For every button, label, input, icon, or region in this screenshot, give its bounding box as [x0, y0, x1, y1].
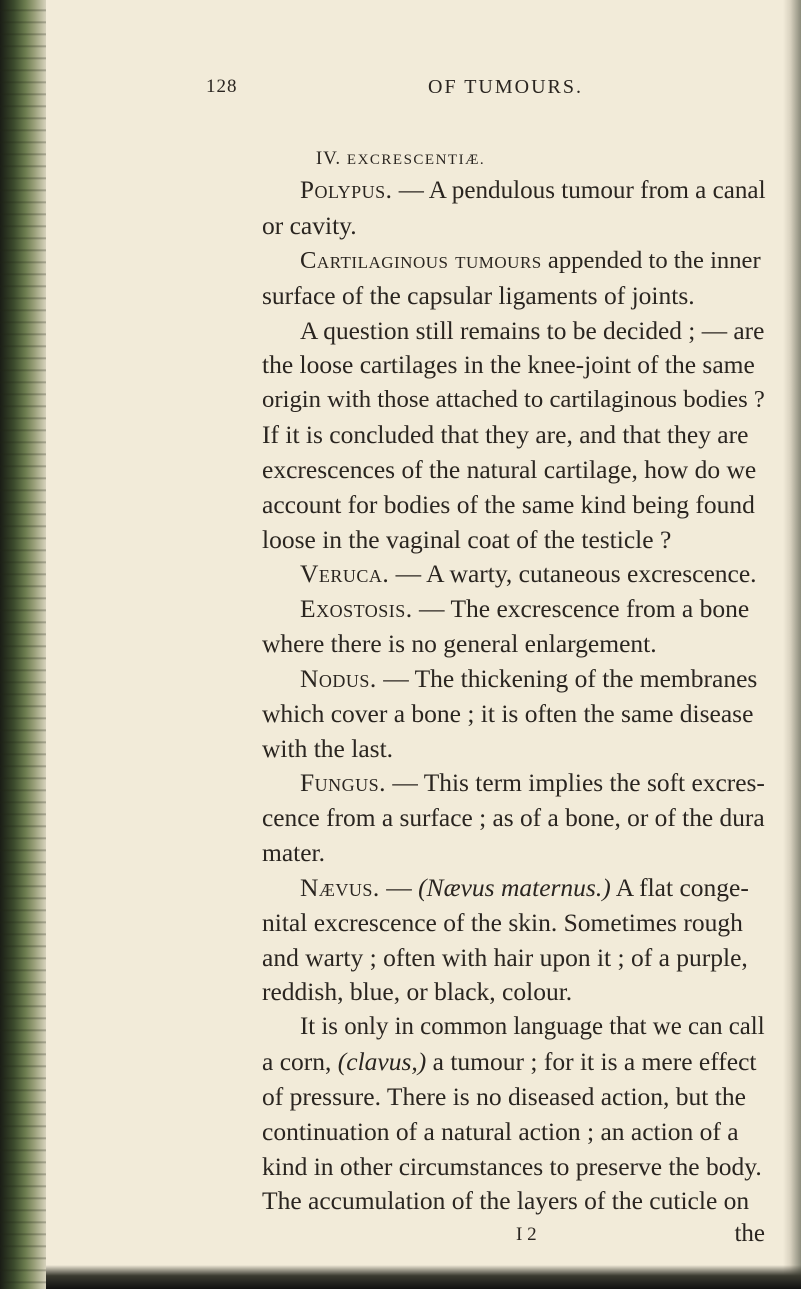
line-text: continuation of a natural action ; an action of a: [262, 1117, 739, 1146]
line-text: of pressure. There is no diseased action, but the: [262, 1082, 746, 1111]
text-line: [262, 906, 743, 940]
line-text: with the last.: [262, 734, 394, 763]
text-line: [262, 732, 393, 766]
line-text: reddish, blue, or black, colour.: [262, 977, 573, 1006]
catchword: the: [734, 1220, 765, 1247]
text-line: [300, 766, 765, 800]
text-line: [262, 1045, 756, 1079]
line-text: a corn,: [262, 1047, 338, 1076]
text-line: [262, 209, 357, 243]
text-line: [262, 418, 748, 452]
line-text: A question still remains to be decided ; — are: [300, 317, 765, 345]
line-text-continued: A flat conge-: [610, 873, 749, 902]
text-line: [262, 836, 325, 870]
text-line: [262, 1150, 762, 1184]
text-line: [300, 592, 749, 626]
entry-term: Nodus.: [300, 664, 377, 693]
text-line: [300, 174, 766, 208]
text-line: [262, 279, 695, 313]
entry-term: Nævus.: [300, 873, 380, 902]
text-line: [262, 453, 756, 487]
entry-term: Cartilaginous tumours: [300, 247, 542, 274]
text-line: [262, 697, 753, 731]
italic-text: (clavus,): [337, 1047, 427, 1076]
text-line: [300, 1010, 765, 1044]
section-numeral: IV.: [315, 148, 342, 169]
entry-term: Fungus.: [300, 768, 387, 797]
text-line: [262, 1115, 739, 1149]
text-line: [262, 523, 671, 557]
line-text: or cavity.: [262, 211, 357, 240]
text-line: [262, 941, 748, 975]
line-text-continued: a tumour ; for it is a mere effect: [426, 1047, 757, 1076]
line-text: and warty ; often with hair upon it ; of a purple,: [262, 943, 748, 972]
line-text: —: [379, 873, 419, 902]
line-text: nital excrescence of the skin. Sometimes rough: [262, 908, 743, 937]
line-text: origin with those attached to cartilaginous bodies ?: [262, 386, 765, 413]
text-line: [262, 1080, 746, 1114]
italic-text: (Nævus maternus.): [418, 873, 611, 902]
text-line: [262, 1184, 749, 1218]
line-text: If it is concluded that they are, and that they are: [262, 420, 749, 449]
text-line: [300, 662, 757, 696]
text-line: [300, 314, 764, 348]
text-line: [262, 488, 755, 522]
line-text: surface of the capsular ligaments of joints.: [262, 281, 695, 310]
line-text: — The thickening of the membranes: [376, 664, 758, 693]
line-text: account for bodies of the same kind being found: [262, 490, 755, 519]
page-number: 128: [206, 76, 238, 97]
text-line: [262, 627, 657, 661]
line-text: The accumulation of the layers of the cuticle on: [262, 1186, 750, 1215]
text-line: [262, 383, 765, 417]
running-title: OF TUMOURS.: [428, 76, 583, 98]
line-text: loose in the vaginal coat of the testicle ?: [262, 525, 672, 554]
line-text: where there is no general enlargement.: [262, 629, 657, 658]
line-text: which cover a bone ; it is often the same disease: [262, 699, 754, 728]
signature-mark: I 2: [516, 1224, 537, 1245]
line-text: kind in other circumstances to preserve the body.: [262, 1152, 762, 1181]
section-title: EXCRESCENTIÆ.: [346, 152, 486, 168]
text-line: [300, 871, 749, 905]
line-text: — A pendulous tumour from a canal: [392, 177, 766, 204]
text-line: [262, 348, 755, 382]
line-text: — The excrescence from a bone: [412, 594, 750, 623]
entry-term: Polypus.: [300, 177, 393, 204]
line-text: cence from a surface ; as of a bone, or of the dura: [262, 804, 765, 832]
entry-term: Veruca.: [300, 559, 390, 588]
line-text: — This term implies the soft excres-: [386, 768, 765, 797]
line-text: — A warty, cutaneous excrescence.: [389, 559, 757, 588]
text-line: [262, 975, 572, 1009]
line-text: the loose cartilages in the knee-joint of the same: [262, 350, 755, 379]
entry-term: Exostosis.: [300, 594, 413, 623]
text-line: [300, 244, 761, 278]
line-text: appended to the inner: [541, 247, 761, 274]
line-text: mater.: [262, 838, 326, 867]
running-header: [0, 76, 801, 106]
line-text: excrescences of the natural cartilage, how do we: [262, 455, 757, 484]
text-line: [300, 557, 757, 591]
text-line: [262, 801, 765, 835]
section-heading: [0, 148, 801, 170]
line-text: It is only in common language that we can call: [300, 1013, 765, 1040]
